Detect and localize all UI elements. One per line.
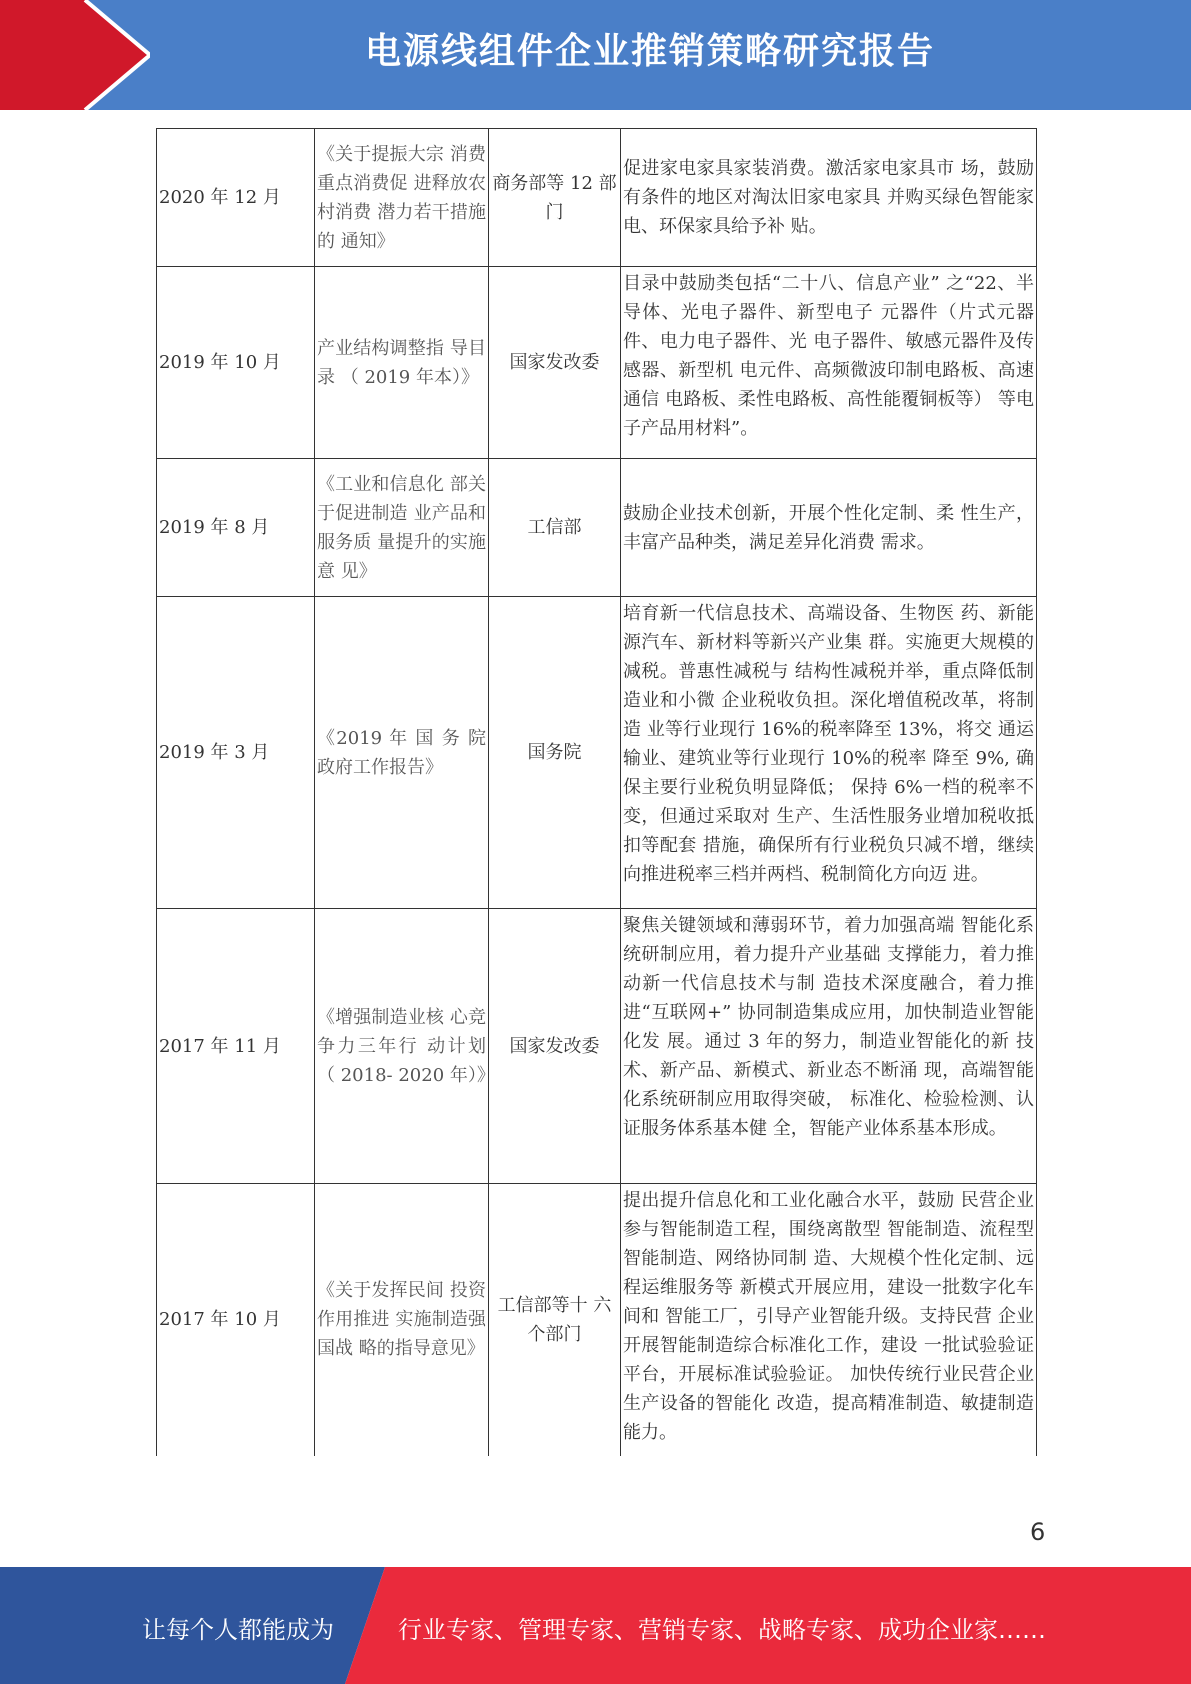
content-cell: 提出提升信息化和工业化融合水平，鼓励 民营企业参与智能制造工程，围绕离散型 智能制造、流程型智能制造、网络协同制 造、大规模个性化定制、远程运维服务等 新模式开展应用，建设一批数字化车间和 智能工厂，引导产业智能升级。支持民营 企业开展智能制造综合标准化工作，建设 一批试验验证平台，开展标准试验验证。 加快传统行业民营企业生产设备的智能化 改造，提高精准制造、敏捷制造能力。	[621, 1184, 1037, 1456]
department-cell: 国家发改委	[489, 267, 621, 459]
table-row	[157, 597, 1037, 909]
footer-slogan-right: 行业专家、管理专家、营销专家、战略专家、成功企业家……	[398, 1616, 1046, 1644]
table-row	[157, 1184, 1037, 1456]
date-cell: 2017 年 11 月	[157, 909, 315, 1184]
department-cell: 商务部等 12 部门	[489, 129, 621, 267]
document-cell: 《工业和信息化 部关于促进制造 业产品和服务质 量提升的实施意 见》	[315, 459, 489, 597]
date-cell: 2020 年 12 月	[157, 129, 315, 267]
document-cell: 《2019 年 国 务 院 政府工作报告》	[315, 597, 489, 909]
table-row	[157, 909, 1037, 1184]
department-cell: 国务院	[489, 597, 621, 909]
document-cell: 产业结构调整指 导目 录 （ 2019 年本）》	[315, 267, 489, 459]
content-cell: 培育新一代信息技术、高端设备、生物医 药、新能源汽车、新材料等新兴产业集 群。实施更大规模的减税。普惠性减税与 结构性减税并举，重点降低制造业和小微 企业税收负担。深化增值税改革，将制造 业等行业现行 16%的税率降至 13%，将交 通运输业、建筑业等行业现行 10%的税率 降至 9%, 确保主要行业税负明显降低； 保持 6%一档的税率不变，但通过采取对 生产、生活性服务业增加税收抵扣等配套 措施，确保所有行业税负只减不增，继续 向推进税率三档并两档、税制简化方向迈 进。	[621, 597, 1037, 909]
page-number: 6	[1030, 1518, 1046, 1546]
date-cell: 2019 年 10 月	[157, 267, 315, 459]
document-cell: 《关于发挥民间 投资作用推进 实施制造强国战 略的指导意见》	[315, 1184, 489, 1456]
table-row	[157, 129, 1037, 267]
date-cell: 2019 年 8 月	[157, 459, 315, 597]
header-red-arrow-decoration	[0, 0, 150, 110]
table-row	[157, 459, 1037, 597]
date-cell: 2017 年 10 月	[157, 1184, 315, 1456]
table-row	[157, 267, 1037, 459]
department-cell: 国家发改委	[489, 909, 621, 1184]
department-cell: 工信部等十 六个部门	[489, 1184, 621, 1456]
policy-table	[156, 128, 1037, 1456]
department-cell: 工信部	[489, 459, 621, 597]
footer-slogan-left: 让每个人都能成为	[142, 1616, 334, 1644]
policy-table-wrapper	[156, 128, 1036, 1456]
document-cell: 《增强制造业核 心竞争力三年行 动计划 （ 2018- 2020 年）》	[315, 909, 489, 1184]
document-cell: 《关于提振大宗 消费重点消费促 进释放农村消费 潜力若干措施的 通知》	[315, 129, 489, 267]
content-cell: 鼓励企业技术创新，开展个性化定制、柔 性生产，丰富产品种类，满足差异化消费 需求。	[621, 459, 1037, 597]
date-cell: 2019 年 3 月	[157, 597, 315, 909]
report-title: 电源线组件企业推销策略研究报告	[364, 31, 935, 72]
content-cell: 目录中鼓励类包括“二十八、信息产业” 之“22、半导体、光电子器件、新型电子 元器件（片式元器件、电力电子器件、光 电子器件、敏感元器件及传感器、新型机 电元件、高频微波印制电路板、高速通信 电路板、柔性电路板、高性能覆铜板等） 等电子产品用材料”。	[621, 267, 1037, 459]
content-cell: 促进家电家具家装消费。激活家电家具市 场，鼓励有条件的地区对淘汰旧家电家具 并购买绿色智能家电、环保家具给予补 贴。	[621, 129, 1037, 267]
content-cell: 聚焦关键领域和薄弱环节，着力加强高端 智能化系统研制应用，着力提升产业基础 支撑能力，着力推动新一代信息技术与制 造技术深度融合，着力推进“互联网+” 协同制造集成应用，加快制造业智能化发 展。通过 3 年的努力，制造业智能化的新 技术、新产品、新模式、新业态不断涌 现，高端智能化系统研制应用取得突破， 标准化、检验检测、认证服务体系基本健 全，智能产业体系基本形成。	[621, 909, 1037, 1184]
page-header	[0, 0, 1191, 110]
